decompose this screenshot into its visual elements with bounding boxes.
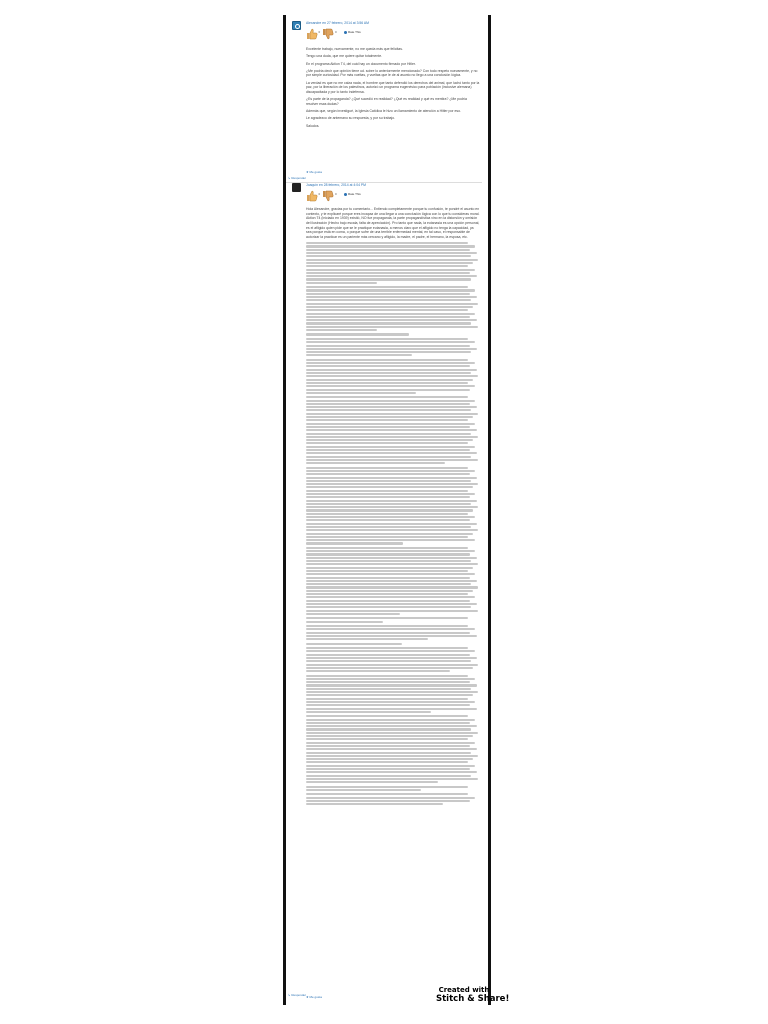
- text-line: [306, 513, 468, 515]
- text-line: [306, 580, 477, 582]
- text-line: [306, 557, 477, 559]
- watermark-line2: Stitch & Share!: [436, 994, 510, 1004]
- text-line: [306, 768, 470, 770]
- info-icon: [344, 193, 347, 196]
- text-line: [306, 704, 470, 706]
- text-paragraph-placeholder: [306, 675, 480, 713]
- thumb-down-icon[interactable]: [322, 28, 334, 40]
- text-line: [306, 758, 473, 760]
- text-line: [306, 269, 475, 271]
- text-line: [306, 351, 471, 353]
- text-line: [306, 761, 468, 763]
- text-line: [306, 560, 471, 562]
- text-line: [306, 419, 468, 421]
- text-line: [306, 506, 478, 508]
- rate-this[interactable]: [344, 30, 361, 34]
- text-line: [306, 573, 475, 575]
- text-line: [306, 752, 471, 754]
- text-line: [306, 503, 471, 505]
- text-paragraph-placeholder: [306, 547, 480, 615]
- text-line: [306, 539, 475, 541]
- text-line: [306, 289, 475, 291]
- text-line: [306, 625, 468, 627]
- text-line: [306, 392, 416, 394]
- text-line: [306, 403, 470, 405]
- text-line: [306, 480, 471, 482]
- comment-body: [306, 207, 480, 808]
- text-line: [306, 778, 478, 780]
- comment-thread: [283, 15, 510, 1005]
- text-line: [306, 536, 468, 538]
- text-line: [306, 265, 468, 267]
- text-line: [306, 500, 477, 502]
- text-line: [306, 385, 475, 387]
- text-line: [306, 660, 471, 662]
- text-line: [306, 436, 478, 438]
- text-line: [306, 459, 478, 461]
- text-line: [306, 550, 475, 552]
- text-line: [306, 728, 471, 730]
- comment-paragraph: Excelente trabajo, nuevamente, no me queda más que felicitas.: [306, 47, 403, 51]
- text-line: [306, 583, 471, 585]
- text-line: [306, 456, 471, 458]
- text-line: [306, 359, 468, 361]
- text-line: [306, 413, 478, 415]
- text-line: [306, 442, 468, 444]
- text-line: [306, 621, 383, 623]
- text-line: [306, 303, 478, 305]
- text-line: [306, 732, 478, 734]
- comment-meta: [306, 21, 369, 25]
- text-line: [306, 523, 477, 525]
- text-line: [306, 775, 471, 777]
- text-line: [306, 803, 443, 805]
- text-paragraph-placeholder: [306, 286, 480, 331]
- text-line: [306, 369, 477, 371]
- text-line: [306, 362, 475, 364]
- vote-bar: [306, 28, 386, 41]
- reply-link[interactable]: ↳ Responder: [288, 993, 307, 997]
- text-paragraph-placeholder: [306, 359, 480, 394]
- vote-bar: [306, 190, 386, 203]
- text-line: [306, 296, 477, 298]
- rate-label: Rate This: [348, 30, 361, 34]
- text-line: [306, 452, 477, 454]
- text-line: [306, 426, 470, 428]
- text-line: [306, 493, 475, 495]
- text-line: [306, 529, 478, 531]
- comment-date[interactable]: 28 febrero, 2014 at 4:04 PM: [323, 183, 366, 187]
- thumb-down-icon[interactable]: [322, 190, 334, 202]
- text-line: [306, 638, 428, 640]
- text-line: [306, 628, 475, 630]
- text-line: [306, 691, 478, 693]
- text-line: [306, 275, 477, 277]
- text-line: [306, 526, 471, 528]
- comment-paragraph: ¿Es parte de la propaganda? ¿Qué sucedió en realidad? ¿Qué es realidad y qué es mentira? ¿Me podría resolver esas dudas?: [306, 97, 467, 106]
- text-line: [306, 610, 478, 612]
- text-line: [306, 698, 468, 700]
- text-line: [306, 423, 475, 425]
- text-line: [306, 593, 468, 595]
- text-line: [306, 657, 477, 659]
- text-line: [306, 738, 468, 740]
- text-line: [306, 313, 475, 315]
- text-line: [306, 650, 475, 652]
- comment-date[interactable]: 27 febrero, 2014 at 3:56 AM: [326, 21, 370, 25]
- text-line: [306, 765, 475, 767]
- like-label: Me gusta: [309, 995, 322, 999]
- text-line: [306, 319, 477, 321]
- text-line: [306, 252, 477, 254]
- text-paragraph-placeholder: [306, 242, 480, 284]
- down-count: 0: [335, 192, 337, 196]
- text-line: [306, 449, 470, 451]
- text-line: [306, 586, 478, 588]
- text-line: [306, 389, 470, 391]
- text-line: [306, 567, 473, 569]
- text-line: [306, 470, 475, 472]
- rate-this[interactable]: [344, 192, 361, 196]
- text-line: [306, 719, 475, 721]
- text-line: [306, 647, 468, 649]
- text-line: [306, 570, 468, 572]
- reply-link[interactable]: ↳ Responder: [288, 176, 307, 180]
- comment-paragraph: Le agradezco de antemano su respuesta, y por su trabajo.: [306, 116, 396, 121]
- like-link[interactable]: ★ Me gusta: [306, 170, 322, 174]
- text-line: [306, 329, 377, 331]
- text-line: [306, 309, 468, 311]
- like-label: Me gusta: [309, 170, 322, 174]
- text-line: [306, 282, 377, 284]
- text-line: [306, 245, 475, 247]
- text-line: [306, 563, 478, 565]
- down-count: 0: [335, 30, 337, 34]
- text-line: [306, 316, 470, 318]
- text-line: [306, 613, 400, 615]
- text-line: [306, 748, 477, 750]
- text-line: [306, 338, 468, 340]
- date-prefix: en: [319, 183, 323, 187]
- text-paragraph-placeholder: [306, 617, 480, 622]
- text-line: [306, 439, 473, 441]
- text-paragraph-placeholder: [306, 786, 480, 791]
- comment-paragraph: Saludos.: [306, 123, 320, 128]
- text-line: [306, 547, 468, 549]
- text-line: [306, 326, 478, 328]
- text-paragraph-placeholder: [306, 467, 480, 545]
- up-count: 0: [318, 30, 321, 34]
- text-line: [306, 483, 478, 485]
- text-line: [306, 745, 470, 747]
- text-line: [306, 242, 468, 244]
- text-line: [306, 278, 471, 280]
- text-line: [306, 416, 473, 418]
- text-line: [306, 635, 477, 637]
- text-line: [306, 433, 471, 435]
- text-line: [306, 603, 477, 605]
- text-line: [306, 341, 475, 343]
- text-line: [306, 681, 470, 683]
- text-line: [306, 789, 421, 791]
- date-prefix: en: [322, 21, 327, 25]
- text-line: [306, 467, 468, 469]
- text-paragraph-placeholder: [306, 338, 480, 357]
- watermark-line1: Created with: [438, 986, 490, 994]
- text-line: [306, 735, 473, 737]
- text-paragraph-placeholder: [306, 793, 480, 805]
- thumb-up-icon[interactable]: [306, 190, 318, 202]
- text-line: [306, 701, 475, 703]
- text-line: [306, 684, 477, 686]
- text-line: [306, 519, 470, 521]
- text-line: [306, 590, 473, 592]
- text-line: [306, 553, 470, 555]
- text-line: [306, 711, 431, 713]
- text-line: [306, 715, 468, 717]
- text-line: [306, 708, 477, 710]
- text-paragraph-placeholder: [306, 396, 480, 464]
- thumb-up-icon[interactable]: [306, 28, 318, 40]
- text-line: [306, 596, 475, 598]
- up-count: 0: [318, 192, 321, 196]
- text-line: [306, 577, 470, 579]
- text-line: [306, 299, 471, 301]
- text-line: [306, 755, 478, 757]
- text-line: [306, 670, 450, 672]
- comment-body: [306, 47, 480, 131]
- text-line: [306, 496, 470, 498]
- comment-paragraph: Además que, según investigué, la Iglesia Católica le hizo un llamamiento de atención a Hitler por eso.: [306, 109, 461, 114]
- text-line: [306, 429, 477, 431]
- text-line: [306, 249, 470, 251]
- text-line: [306, 382, 468, 384]
- text-paragraph-placeholder: [306, 715, 480, 783]
- text-line: [306, 664, 478, 666]
- text-line: [306, 632, 470, 634]
- text-line: [306, 600, 470, 602]
- text-line: [306, 617, 468, 619]
- text-paragraph-placeholder: [306, 625, 480, 640]
- text-line: [306, 509, 473, 511]
- text-line: [306, 462, 445, 464]
- text-line: [306, 533, 473, 535]
- reply-label: Responder: [291, 176, 307, 180]
- comment-paragraph: La verdad es que no me calza nada, el hombre que tanto defendió los derechos del animal, que luchó tanto por la paz, por la liberación de los palestinos, autorizó un programa eugenésico para población (inclusive alemana) discapacitada y por lo tanto indefensa.: [306, 80, 480, 94]
- like-link[interactable]: ★ Me gusta: [306, 995, 322, 999]
- comment-paragraph: Tengo una duda, que me quiere quitar totalmente.: [306, 54, 383, 59]
- comment-paragraph: En el programa Aktion T4, del cuál hay un documento firmado por Hitler.: [306, 61, 416, 66]
- text-line: [306, 255, 471, 257]
- comment-meta: [306, 183, 366, 187]
- text-paragraph-placeholder: [306, 643, 480, 645]
- text-line: [306, 400, 475, 402]
- text-line: [306, 259, 478, 261]
- avatar[interactable]: [292, 183, 301, 192]
- text-line: [306, 322, 471, 324]
- text-line: [306, 293, 470, 295]
- watermark: [436, 986, 510, 1004]
- text-line: [306, 688, 471, 690]
- text-line: [306, 348, 477, 350]
- avatar[interactable]: [292, 21, 301, 30]
- text-line: [306, 409, 471, 411]
- text-line: [306, 722, 470, 724]
- text-line: [306, 262, 473, 264]
- text-line: [306, 396, 468, 398]
- text-paragraph-placeholder: [306, 333, 480, 335]
- text-line: [306, 379, 473, 381]
- text-line: [306, 643, 402, 645]
- text-line: [306, 781, 438, 783]
- text-line: [306, 742, 475, 744]
- text-line: [306, 333, 409, 335]
- info-icon: [344, 31, 347, 34]
- text-line: [306, 771, 477, 773]
- comment-paragraph: Hola Alexandre, gracias por tu comentario... Entiendo completamente porque tu confusión, te pondré el asunto en contexto, y te explicaré porque eres incapaz de una llegar a una conclusión lógica con lo que tu consideras moral. Aktion T4 (iniciado en 1939) existió, NO fue propaganda, la parte propagandística vino en la distorsión y omisión del ilustración (Hecho bajo escala, falta de apreciación). Pro tanto que nada, la eutanasia es una opción personal, es el afligido quien pide que se le practique eutanasia, a menos claro que el afligido no tenga la capacidad, ya sea porque está en coma, o porque sufre de una terrible enfermedad mental, en tal caso, el responsable de autorizar la practicar es un pariente más cercano y afligido, la madre, el padre, el hermano, la esposa, etc.: [306, 207, 480, 239]
- text-line: [306, 800, 470, 802]
- text-line: [306, 606, 471, 608]
- rate-label: Rate This: [348, 192, 361, 196]
- text-line: [306, 345, 470, 347]
- text-line: [306, 654, 470, 656]
- comment-author[interactable]: Joaquín: [306, 183, 319, 187]
- text-line: [306, 797, 475, 799]
- text-line: [306, 725, 477, 727]
- text-paragraph-placeholder: [306, 647, 480, 672]
- text-line: [306, 477, 477, 479]
- reply-label: Responder: [291, 993, 307, 997]
- text-line: [306, 793, 468, 795]
- text-line: [306, 446, 475, 448]
- comment-text-block: [306, 242, 480, 805]
- text-line: [306, 667, 473, 669]
- comment-author[interactable]: Alexandre: [306, 21, 322, 25]
- text-line: [306, 272, 470, 274]
- text-line: [306, 473, 470, 475]
- text-line: [306, 306, 473, 308]
- text-line: [306, 678, 475, 680]
- text-line: [306, 675, 468, 677]
- comment-paragraph: ¿Me podría decir que opinión tiene ud. sobre lo anteriormente mencionado? Con todo respeto nuevamente, y no por simple curiosidad. Por más vueltas, y vueltas que le de al asunto no llego a una conclusión lógica.: [306, 68, 478, 78]
- text-line: [306, 516, 475, 518]
- text-line: [306, 486, 473, 488]
- text-line: [306, 286, 468, 288]
- text-line: [306, 490, 468, 492]
- text-line: [306, 365, 470, 367]
- text-line: [306, 354, 412, 356]
- text-line: [306, 406, 477, 408]
- text-line: [306, 375, 478, 377]
- text-line: [306, 786, 468, 788]
- text-line: [306, 372, 471, 374]
- text-line: [306, 694, 473, 696]
- text-line: [306, 542, 403, 544]
